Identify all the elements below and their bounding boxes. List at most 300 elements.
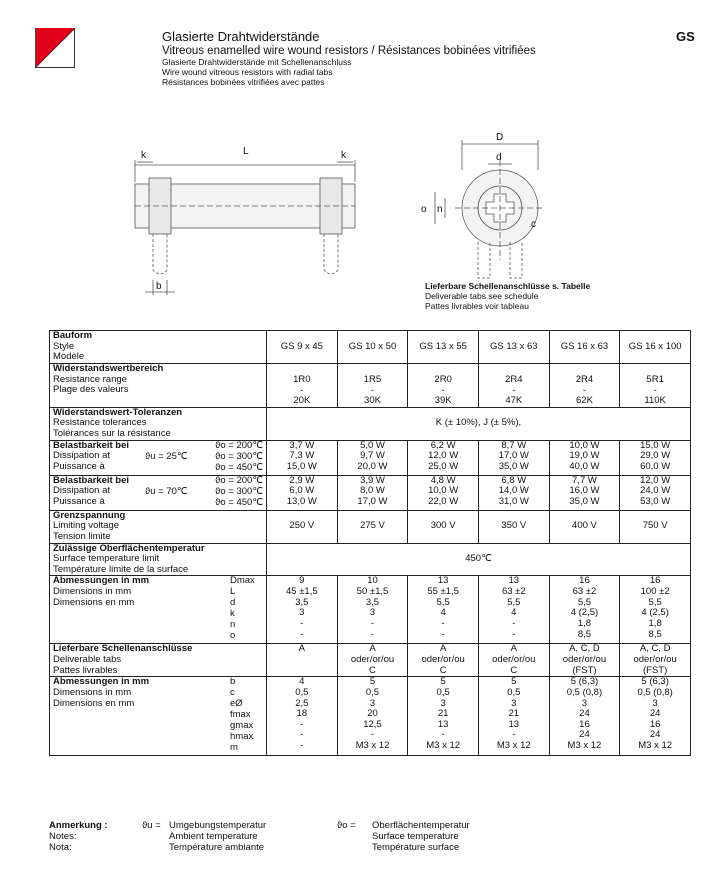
tabs-cell (478, 644, 549, 677)
dimension-value: 21 (508, 708, 520, 720)
voltage-value: 300 V (430, 520, 456, 532)
dimension-value: 5,5 (648, 596, 662, 608)
surface-temp-3: ϑo = 450℃ (215, 461, 263, 473)
table-row (50, 543, 691, 576)
dimension-value: 3 (369, 607, 376, 619)
dimension-cell (549, 677, 620, 756)
dimension-value: 3 (299, 607, 305, 619)
row-label: Limiting voltage (53, 520, 120, 532)
tab-type: A, C, D (569, 643, 600, 655)
dissipation-200: 3,7 W (289, 439, 315, 451)
dimension-value: M3 x 12 (567, 740, 602, 751)
dimension-cell (478, 576, 549, 644)
dimension-value: 5,5 (507, 596, 521, 608)
dissipation-300: 10,0 W (428, 485, 459, 497)
notes-u-fr: Température ambiante (169, 842, 265, 853)
dimension-value: - (300, 729, 304, 741)
row-label: Plage des valeurs (53, 384, 129, 396)
table-row (50, 576, 691, 644)
dimension-value: 3 (652, 697, 658, 709)
dimension-cell (478, 677, 549, 756)
row-label: Dissipation at (53, 485, 111, 497)
dimension-value: 55 ±1,5 (427, 586, 459, 597)
range-sep: - (582, 384, 587, 396)
voltage-cell (620, 510, 691, 543)
row-label: Tolérances sur la résistance (53, 428, 171, 439)
tabs-cell (620, 644, 691, 677)
voltage-value: 250 V (289, 520, 315, 532)
model-name: GS 10 x 50 (348, 340, 397, 352)
section-label-dim1 (50, 576, 267, 644)
dimension-value: 4 (2,5) (570, 607, 599, 619)
dimension-value: - (441, 729, 445, 741)
range-min: 5R1 (646, 373, 664, 385)
range-min: 2R4 (575, 373, 594, 385)
dimension-value: 0,5 (365, 686, 380, 698)
dimension-value: 16 (649, 718, 661, 730)
dissipation-200: 5,0 W (360, 439, 385, 451)
dim-k-label-right: k (341, 150, 346, 161)
dissipation-450: 13,0 W (286, 495, 317, 507)
tab-alt: (FST) (643, 664, 668, 676)
range-sep: - (441, 384, 445, 396)
dim-L-label: L (243, 146, 249, 157)
surface-temp-1: ϑo = 200℃ (215, 474, 263, 486)
dimension-value: 8,5 (648, 628, 662, 640)
dimension-value: 4 (299, 676, 305, 688)
dimension-value: M3 x 12 (355, 740, 390, 751)
dissipation-300: 14,0 W (498, 485, 529, 497)
range-max: 110K (644, 395, 666, 407)
tab-alt: C (510, 664, 518, 676)
dissipation-450: 22,0 W (428, 495, 459, 507)
dissipation-cell (267, 440, 338, 475)
dimension-value: 16 (649, 575, 661, 587)
surface-temp-3: ϑo = 450℃ (215, 496, 263, 508)
dimension-value: 0,5 (0,8) (637, 686, 673, 698)
model-header (408, 331, 479, 364)
range-cell (267, 363, 338, 407)
spec-table (49, 330, 691, 756)
dimension-value: 16 (579, 718, 590, 730)
dim-symbol: hmax (230, 731, 254, 743)
dimension-value: - (370, 617, 375, 629)
model-header (620, 331, 691, 364)
dissipation-450: 53,0 W (640, 495, 671, 507)
dimension-value: 1,8 (648, 617, 662, 629)
dimension-value: 50 ±1,5 (356, 586, 389, 597)
row-label: Puissance à (53, 460, 105, 472)
table-row (50, 644, 691, 677)
model-header (549, 331, 620, 364)
dimension-value: 3,5 (295, 596, 309, 608)
table-row (50, 677, 691, 756)
dimension-value: 0,5 (0,8) (566, 686, 603, 698)
row-label: Grenzspannung (53, 509, 126, 521)
dimension-cell (620, 576, 691, 644)
dimension-value: 1,8 (577, 617, 592, 629)
dimension-value: - (512, 729, 516, 741)
dimension-cell (267, 677, 338, 756)
dim-symbol: k (230, 608, 235, 620)
notes-label-en: Notes: (49, 831, 77, 842)
dim-o-label: o (421, 204, 427, 215)
row-label: Deliverable tabs (53, 654, 122, 665)
dimension-value: 5 (6,3) (570, 676, 599, 688)
tolerance-value: K (± 10%), J (± 5%), (435, 417, 522, 429)
tab-type: A (369, 643, 376, 655)
dim-symbol: gmax (230, 720, 254, 732)
section-label-tabs (50, 644, 267, 677)
dissipation-cell (408, 475, 479, 510)
range-max: 47K (505, 395, 523, 407)
notes-label-fr: Nota: (49, 842, 72, 853)
dimension-value: 0,5 (507, 686, 521, 698)
dimension-value: 5 (511, 676, 517, 688)
row-label: Dimensions en mm (53, 697, 135, 709)
series-code: GS (676, 29, 695, 44)
notes-u-de: Umgebungstemperatur (169, 820, 267, 831)
dimension-value: 10 (367, 575, 378, 587)
dimension-value: 13 (508, 718, 520, 730)
row-label: Abmessungen in mm (53, 575, 150, 587)
dissipation-200: 4,8 W (430, 474, 456, 486)
dimension-value: 5 (440, 676, 446, 688)
dissipation-cell (408, 440, 479, 475)
tolerance-cell (267, 407, 691, 440)
dimension-value: 5,5 (577, 596, 592, 608)
dimension-value: - (370, 628, 375, 640)
section-label-temp (50, 543, 267, 576)
dimension-value: 0,5 (295, 686, 309, 698)
dim-symbol: n (230, 619, 236, 631)
row-label: Dimensions in mm (53, 686, 132, 698)
tab-or: oder/or/ou (633, 654, 677, 665)
dissipation-cell (478, 475, 549, 510)
tab-type: A (510, 643, 517, 655)
dissipation-200: 3,9 W (360, 474, 385, 486)
dimension-cell (549, 576, 620, 644)
dissipation-300: 7,3 W (289, 450, 315, 462)
row-label: Style (53, 340, 75, 352)
range-max: 39K (434, 395, 452, 407)
dimension-cell (408, 576, 479, 644)
row-label: Surface temperature limit (53, 553, 160, 565)
legend-en: Deliverable tabs see schedule (425, 291, 539, 302)
voltage-cell (549, 510, 620, 543)
ambient-temp: ϑu = 25℃ (145, 450, 188, 462)
voltage-cell (478, 510, 549, 543)
dimension-value: 9 (299, 575, 305, 587)
dissipation-300: 24,0 W (640, 485, 671, 497)
row-label: Température limite de la surface (53, 563, 189, 575)
tab-type: A (439, 643, 447, 655)
notes-o-en: Surface temperature (372, 831, 459, 842)
surface-temp-2: ϑo = 300℃ (215, 450, 263, 462)
dim-symbol: Dmax (230, 575, 255, 587)
dimension-value: 24 (649, 729, 661, 741)
section-label-dim2 (50, 677, 267, 756)
dimension-value: - (300, 617, 304, 629)
row-label: Resistance range (53, 373, 127, 385)
dimension-value: 63 ±2 (572, 586, 597, 597)
row-label: Puissance à (53, 495, 105, 507)
row-label: Belastbarkeit bei (53, 474, 130, 486)
dissipation-300: 9,7 W (360, 450, 385, 462)
range-cell (620, 363, 691, 407)
dissipation-300: 6,0 W (289, 485, 315, 497)
dimension-value: 12,5 (363, 718, 382, 730)
table-row (50, 363, 691, 407)
dissipation-cell (267, 475, 338, 510)
dim-b-label: b (156, 281, 162, 292)
dimension-cell (337, 677, 408, 756)
model-name: GS 16 x 63 (560, 340, 609, 352)
row-label: Bauform (53, 330, 93, 341)
dissipation-cell (337, 475, 408, 510)
section-label-bauform (50, 331, 267, 364)
dimension-value: 0,5 (436, 686, 450, 698)
dissipation-450: 20,0 W (357, 460, 388, 472)
model-header (337, 331, 408, 364)
voltage-value: 750 V (642, 520, 668, 532)
subtitle-en: Wire wound vitreous resistors with radial tabs (162, 66, 333, 77)
table-row (50, 407, 691, 440)
range-max: 20K (293, 395, 311, 407)
dimension-cell (337, 576, 408, 644)
row-label: Dissipation at (53, 450, 111, 462)
dimension-value: 3 (581, 697, 588, 709)
dissipation-300: 19,0 W (569, 450, 600, 462)
dissipation-cell (620, 475, 691, 510)
tabs-legend (425, 281, 590, 312)
dimension-value: - (300, 740, 304, 751)
temperature-value: 450℃ (465, 553, 492, 565)
model-header (267, 331, 338, 364)
row-label: Widerstandswert-Toleranzen (53, 406, 183, 418)
temperature-cell (267, 543, 691, 576)
range-min: 1R0 (293, 373, 311, 385)
range-cell (408, 363, 479, 407)
dimension-value: 24 (579, 729, 590, 741)
dissipation-200: 6,2 W (430, 439, 456, 451)
dimension-value: 5 (6,3) (641, 676, 669, 688)
dim-symbol: b (230, 676, 236, 688)
notes-u-symbol: ϑu = (142, 820, 161, 831)
model-name: GS 13 x 55 (419, 340, 467, 352)
range-cell (549, 363, 620, 407)
tab-alt: C (369, 664, 376, 676)
dimension-value: 13 (437, 575, 449, 587)
dimension-value: 13 (508, 575, 520, 587)
dimension-value: 4 (440, 607, 446, 619)
dim-symbol: c (230, 687, 235, 699)
dim-symbol: fmax (230, 709, 251, 721)
dissipation-cell (478, 440, 549, 475)
section-label-volt (50, 510, 267, 543)
tab-or: oder/or/ou (492, 654, 536, 665)
dimension-value: - (512, 628, 516, 640)
range-min: 2R0 (434, 373, 452, 385)
dissipation-200: 6,8 W (501, 474, 527, 486)
dimension-value: - (441, 628, 445, 640)
dim-c-label: c (531, 219, 536, 230)
range-cell (337, 363, 408, 407)
tab-type: A, C, D (639, 643, 671, 655)
range-cell (478, 363, 549, 407)
dimension-value: M3 x 12 (426, 740, 461, 751)
dim-symbol: eØ (230, 698, 243, 710)
row-label: Widerstandswertbereich (53, 362, 164, 374)
dim-d-label: d (496, 152, 502, 163)
dimension-value: 8,5 (577, 628, 592, 640)
tab-alt: (FST) (572, 664, 597, 676)
dissipation-200: 12,0 W (640, 474, 671, 486)
section-label-tol (50, 407, 267, 440)
model-name: GS 13 x 63 (490, 340, 538, 352)
notes-o-de: Oberflächentemperatur (372, 820, 470, 831)
voltage-value: 400 V (572, 520, 597, 532)
dimension-cell (408, 677, 479, 756)
row-label: Zulässige Oberflächentemperatur (53, 542, 205, 554)
dissipation-450: 31,0 W (498, 495, 529, 507)
dimension-value: 3,5 (365, 596, 380, 608)
range-sep: - (653, 384, 657, 396)
dimension-value: 18 (296, 708, 308, 720)
tabs-cell (408, 644, 479, 677)
dimension-value: 3 (369, 697, 376, 709)
legend-fr: Pattes livrables voir tableau (425, 301, 529, 312)
dimension-value: - (300, 718, 304, 730)
dim-k-label-left: k (141, 150, 146, 161)
dissipation-450: 40,0 W (569, 460, 600, 472)
dim-symbol: L (230, 586, 236, 598)
voltage-value: 350 V (501, 520, 527, 532)
subtitle-de: Glasierte Drahtwiderstände mit Schellenanschluss (162, 57, 352, 68)
dimension-value: 2,5 (295, 697, 309, 709)
dimension-value: - (512, 617, 516, 629)
row-label: Dimensions in mm (53, 586, 132, 597)
tabs-cell (337, 644, 408, 677)
dissipation-cell (620, 440, 691, 475)
model-header (478, 331, 549, 364)
dissipation-200: 10,0 W (569, 439, 600, 451)
row-label: Abmessungen in mm (53, 676, 150, 688)
dim-symbol: d (230, 597, 236, 609)
dimension-value: 5 (369, 676, 376, 688)
dim-symbol: o (230, 630, 236, 642)
range-max: 30K (364, 395, 381, 407)
dissipation-300: 8,0 W (360, 485, 385, 497)
tab-type: A (298, 643, 305, 655)
resistor-drawing (115, 130, 675, 320)
row-label: Tension limite (53, 530, 111, 542)
title-en-fr: Vitreous enamelled wire wound resistors / Résistances bobinées vitrifiées (162, 44, 536, 57)
dissipation-300: 17,0 W (498, 450, 529, 462)
tabs-cell (549, 644, 620, 677)
dissipation-200: 7,7 W (572, 474, 597, 486)
voltage-cell (267, 510, 338, 543)
row-label: Modèle (53, 351, 85, 363)
range-min: 2R4 (505, 373, 523, 385)
row-label: Dimensions en mm (53, 596, 135, 608)
dissipation-200: 8,7 W (501, 439, 527, 451)
dissipation-450: 35,0 W (498, 460, 529, 472)
dimension-value: 45 ±1,5 (286, 586, 318, 597)
tab-or: oder/or/ou (350, 654, 395, 665)
model-name: GS 9 x 45 (280, 340, 323, 352)
tab-or: oder/or/ou (421, 654, 465, 665)
dissipation-450: 25,0 W (428, 460, 459, 472)
dimension-value: M3 x 12 (496, 740, 531, 751)
dimension-value: 20 (367, 708, 378, 720)
range-sep: - (370, 384, 375, 396)
ambient-temp: ϑu = 70℃ (145, 485, 188, 497)
dimension-value: 24 (649, 708, 661, 720)
section-label-diss70 (50, 475, 267, 510)
dissipation-300: 16,0 W (569, 485, 600, 497)
dissipation-cell (549, 475, 620, 510)
dim-D-label: D (496, 132, 504, 143)
dimension-value: 3 (440, 697, 446, 709)
dim-n-label: n (437, 204, 443, 215)
dissipation-450: 35,0 W (569, 495, 600, 507)
dim-symbol: m (230, 742, 238, 754)
notes-label-de: Anmerkung : (49, 820, 108, 831)
dissipation-200: 15,0 W (640, 439, 671, 451)
dissipation-450: 60,0 W (640, 460, 671, 472)
notes-o-symbol: ϑo = (337, 820, 356, 831)
section-label-range (50, 363, 267, 407)
surface-temp-2: ϑo = 300℃ (215, 485, 263, 497)
title-de: Glasierte Drahtwiderstände (162, 29, 320, 44)
dimension-value: 4 (511, 607, 517, 619)
table-row (50, 331, 691, 364)
page-header (162, 30, 536, 87)
legend-de: Lieferbare Schellenanschlüsse s. Tabelle (425, 281, 591, 291)
table-row (50, 440, 691, 475)
dimension-cell (620, 677, 691, 756)
table-row (50, 510, 691, 543)
dimension-value: 63 ±2 (501, 586, 526, 597)
dimension-value: 100 ±2 (640, 586, 670, 597)
table-row (50, 475, 691, 510)
dimension-value: 3 (511, 697, 517, 709)
dimension-value: 24 (579, 708, 590, 720)
model-name: GS 16 x 100 (628, 340, 682, 352)
row-label: Pattes livrables (53, 664, 118, 676)
dimension-value: - (441, 617, 445, 629)
dissipation-450: 17,0 W (357, 495, 388, 507)
dimension-cell (267, 576, 338, 644)
row-label: Resistance tolerances (53, 417, 147, 429)
voltage-value: 275 V (360, 520, 385, 532)
dissipation-300: 12,0 W (428, 450, 459, 462)
range-max: 62K (576, 395, 593, 407)
dimension-value: 21 (437, 708, 449, 720)
surface-temp-1: ϑo = 200℃ (215, 439, 263, 451)
dimension-value: 16 (579, 575, 590, 587)
dimension-value: 13 (437, 718, 449, 730)
dissipation-200: 2,9 W (289, 474, 315, 486)
notes-u-en: Ambient temperature (169, 831, 258, 842)
voltage-cell (337, 510, 408, 543)
tab-or: oder/or/ou (562, 654, 607, 665)
dissipation-cell (549, 440, 620, 475)
range-min: 1R5 (363, 373, 382, 385)
dissipation-300: 29,0 W (640, 450, 671, 462)
company-logo (35, 28, 75, 68)
